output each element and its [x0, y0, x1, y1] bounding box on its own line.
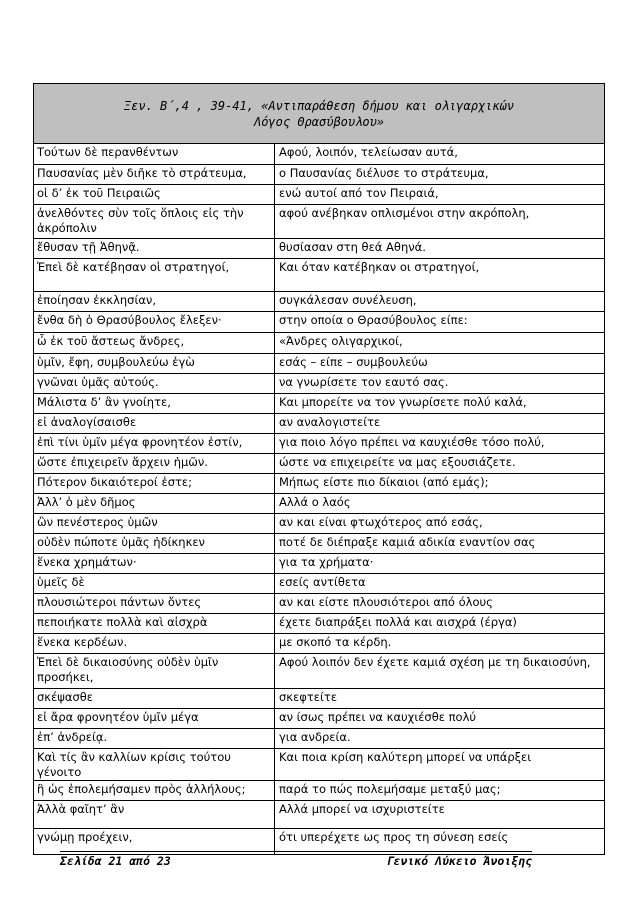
ancient-greek-cell: Ἀλλ’ ὁ μὲν δῆμος — [34, 493, 275, 513]
modern-greek-cell: Και μπορείτε να τον γνωρίσετε πολύ καλά, — [275, 393, 605, 413]
modern-greek-cell: σκεφτείτε — [275, 688, 605, 708]
modern-greek-cell: Και όταν κατέβηκαν οι στρατηγοί, — [275, 258, 605, 291]
ancient-greek-cell: Ἐπεὶ δὲ κατέβησαν οἱ στρατηγοί, — [34, 258, 275, 291]
ancient-greek-cell: σκέψασθε — [34, 688, 275, 708]
modern-greek-cell: Και ποια κρίση καλύτερη μπορεί να υπάρξει — [275, 748, 605, 780]
ancient-greek-cell: Πότερον δικαιότεροί ἐστε; — [34, 473, 275, 493]
translation-table — [34, 144, 604, 854]
modern-greek-cell: ώστε να επιχειρείτε να μας εξουσιάζετε. — [275, 453, 605, 473]
table-row — [34, 413, 604, 433]
modern-greek-cell: για ανδρεία. — [275, 728, 605, 748]
table-row — [34, 453, 604, 473]
modern-greek-cell: ενώ αυτοί από τον Πειραιά, — [275, 184, 605, 204]
table-row — [34, 164, 604, 184]
table-row — [34, 708, 604, 728]
ancient-greek-cell: Παυσανίας μὲν διῆκε τὸ στράτευμα, — [34, 164, 275, 184]
modern-greek-cell: αν ίσως πρέπει να καυχιέσθε πολύ — [275, 708, 605, 728]
ancient-greek-cell: ὑμεῖς δὲ — [34, 573, 275, 593]
ancient-greek-cell: ὢν πενέστερος ὑμῶν — [34, 513, 275, 533]
page-number: Σελίδα 21 από 23 — [60, 854, 171, 868]
modern-greek-cell: Αλλά ο λαός — [275, 493, 605, 513]
header-box — [34, 84, 604, 144]
ancient-greek-cell: γνώμῃ προέχειν, — [34, 828, 275, 854]
modern-greek-cell: με σκοπό τα κέρδη. — [275, 633, 605, 653]
ancient-greek-cell: πλουσιώτεροι πάντων ὄντες — [34, 593, 275, 613]
modern-greek-cell: ποτέ δε διέπραξε καμιά αδικία εναντίον σας — [275, 533, 605, 553]
ancient-greek-cell: Ἀλλὰ φαῖητ’ ἂν — [34, 800, 275, 828]
ancient-greek-cell: ἕνεκα χρημάτων· — [34, 553, 275, 573]
table-row — [34, 204, 604, 238]
table-row — [34, 800, 604, 828]
table-row — [34, 353, 604, 373]
header-subtitle: Λόγος Θρασύβουλου» — [253, 115, 385, 129]
ancient-greek-cell: Τούτων δὲ περανθέντων — [34, 144, 275, 164]
modern-greek-cell: για τα χρήματα· — [275, 553, 605, 573]
ancient-greek-cell: οὐδὲν πώποτε ὑμᾶς ἠδίκηκεν — [34, 533, 275, 553]
ancient-greek-cell: ὑμῖν, ἔφη, συμβουλεύω ἐγὼ — [34, 353, 275, 373]
ancient-greek-cell: γνῶναι ὑμᾶς αὐτούς. — [34, 373, 275, 393]
table-row — [34, 311, 604, 332]
table-row — [34, 393, 604, 413]
modern-greek-cell: για ποιο λόγο πρέπει να καυχιέσθε τόσο πολύ, — [275, 433, 605, 453]
table-row — [34, 633, 604, 653]
modern-greek-cell: θυσίασαν στη θεά Αθηνά. — [275, 238, 605, 258]
table-row — [34, 553, 604, 573]
ancient-greek-cell: ἔνθα δὴ ὁ Θρασύβουλος ἔλεξεν· — [34, 311, 275, 332]
modern-greek-cell: εσείς αντίθετα — [275, 573, 605, 593]
ancient-greek-cell: ἢ ὡς ἐπολεμήσαμεν πρὸς ἀλλήλους; — [34, 780, 275, 800]
modern-greek-cell: εσάς – είπε – συμβουλεύω — [275, 353, 605, 373]
modern-greek-cell: συγκάλεσαν συνέλευση, — [275, 291, 605, 311]
ancient-greek-cell: ἐπ’ ἀνδρείᾳ. — [34, 728, 275, 748]
modern-greek-cell: να γνωρίσετε τον εαυτό σας. — [275, 373, 605, 393]
table-row — [34, 258, 604, 291]
table-row — [34, 593, 604, 613]
table-row — [34, 780, 604, 800]
ancient-greek-cell: ὥστε ἐπιχειρεῖν ἄρχειν ἡμῶν. — [34, 453, 275, 473]
table-row — [34, 728, 604, 748]
ancient-greek-cell: ὦ ἐκ τοῦ ἄστεως ἄνδρες, — [34, 332, 275, 353]
modern-greek-cell: παρά το πώς πολεμήσαμε μεταξύ μας; — [275, 780, 605, 800]
table-row — [34, 613, 604, 633]
modern-greek-cell: Αφού, λοιπόν, τελείωσαν αυτά, — [275, 144, 605, 164]
table-row — [34, 533, 604, 553]
ancient-greek-cell: οἱ δ’ ἐκ τοῦ Πειραιῶς — [34, 184, 275, 204]
modern-greek-cell: αν αναλογιστείτε — [275, 413, 605, 433]
table-row — [34, 184, 604, 204]
translation-sheet — [33, 83, 605, 855]
modern-greek-cell: στην οποία ο Θρασύβουλος είπε: — [275, 311, 605, 332]
table-row — [34, 493, 604, 513]
ancient-greek-cell: ἐποίησαν ἐκκλησίαν, — [34, 291, 275, 311]
ancient-greek-cell: εἰ ἄρα φρονητέον ὑμῖν μέγα — [34, 708, 275, 728]
ancient-greek-cell: ἐπὶ τίνι ὑμῖν μέγα φρονητέον ἐστίν, — [34, 433, 275, 453]
modern-greek-cell: αφού ανέβηκαν οπλισμένοι στην ακρόπολη, — [275, 204, 605, 238]
modern-greek-cell: αν και είστε πλουσιότεροι από όλους — [275, 593, 605, 613]
modern-greek-cell: Μήπως είστε πιο δίκαιοι (από εμάς); — [275, 473, 605, 493]
ancient-greek-cell: εἰ ἀναλογίσαισθε — [34, 413, 275, 433]
table-row — [34, 573, 604, 593]
table-row — [34, 238, 604, 258]
table-row — [34, 748, 604, 780]
ancient-greek-cell: Καὶ τίς ἂν καλλίων κρίσις τούτου γένοιτο — [34, 748, 275, 780]
table-row — [34, 433, 604, 453]
table-row — [34, 144, 604, 164]
table-row — [34, 688, 604, 708]
table-row — [34, 653, 604, 688]
ancient-greek-cell: ἀνελθόντες σὺν τοῖς ὅπλοις εἰς τὴν ἀκρόπολιν — [34, 204, 275, 238]
modern-greek-cell: αν και είναι φτωχότερος από εσάς, — [275, 513, 605, 533]
school-name: Γενικό Λύκειο Άνοιξης — [386, 854, 532, 868]
table-row — [34, 332, 604, 353]
ancient-greek-cell: Ἐπεὶ δὲ δικαιοσύνης οὐδὲν ὑμῖν προσήκει, — [34, 653, 275, 688]
modern-greek-cell: Αλλά μπορεί να ισχυριστείτε — [275, 800, 605, 828]
ancient-greek-cell: ἔθυσαν τῇ Ἀθηνᾷ. — [34, 238, 275, 258]
ancient-greek-cell: Μάλιστα δ’ ἂν γνοίητε, — [34, 393, 275, 413]
table-row — [34, 291, 604, 311]
modern-greek-cell: έχετε διαπράξει πολλά και αισχρά (έργα) — [275, 613, 605, 633]
table-row — [34, 473, 604, 493]
modern-greek-cell: ότι υπερέχετε ως προς τη σύνεση εσείς — [275, 828, 605, 854]
modern-greek-cell: Αφού λοιπόν δεν έχετε καμιά σχέση με τη δικαιοσύνη, — [275, 653, 605, 688]
table-row — [34, 373, 604, 393]
page-footer — [60, 851, 532, 870]
header-title: Ξεν. Β΄,4 , 39-41, «Αντιπαράθεση δήμου και ολιγαρχικών — [123, 99, 515, 113]
ancient-greek-cell: ἕνεκα κερδέων. — [34, 633, 275, 653]
table-row — [34, 513, 604, 533]
modern-greek-cell: ο Παυσανίας διέλυσε το στράτευμα, — [275, 164, 605, 184]
ancient-greek-cell: πεποιήκατε πολλὰ καὶ αἰσχρὰ — [34, 613, 275, 633]
modern-greek-cell: «Άνδρες ολιγαρχικοί, — [275, 332, 605, 353]
